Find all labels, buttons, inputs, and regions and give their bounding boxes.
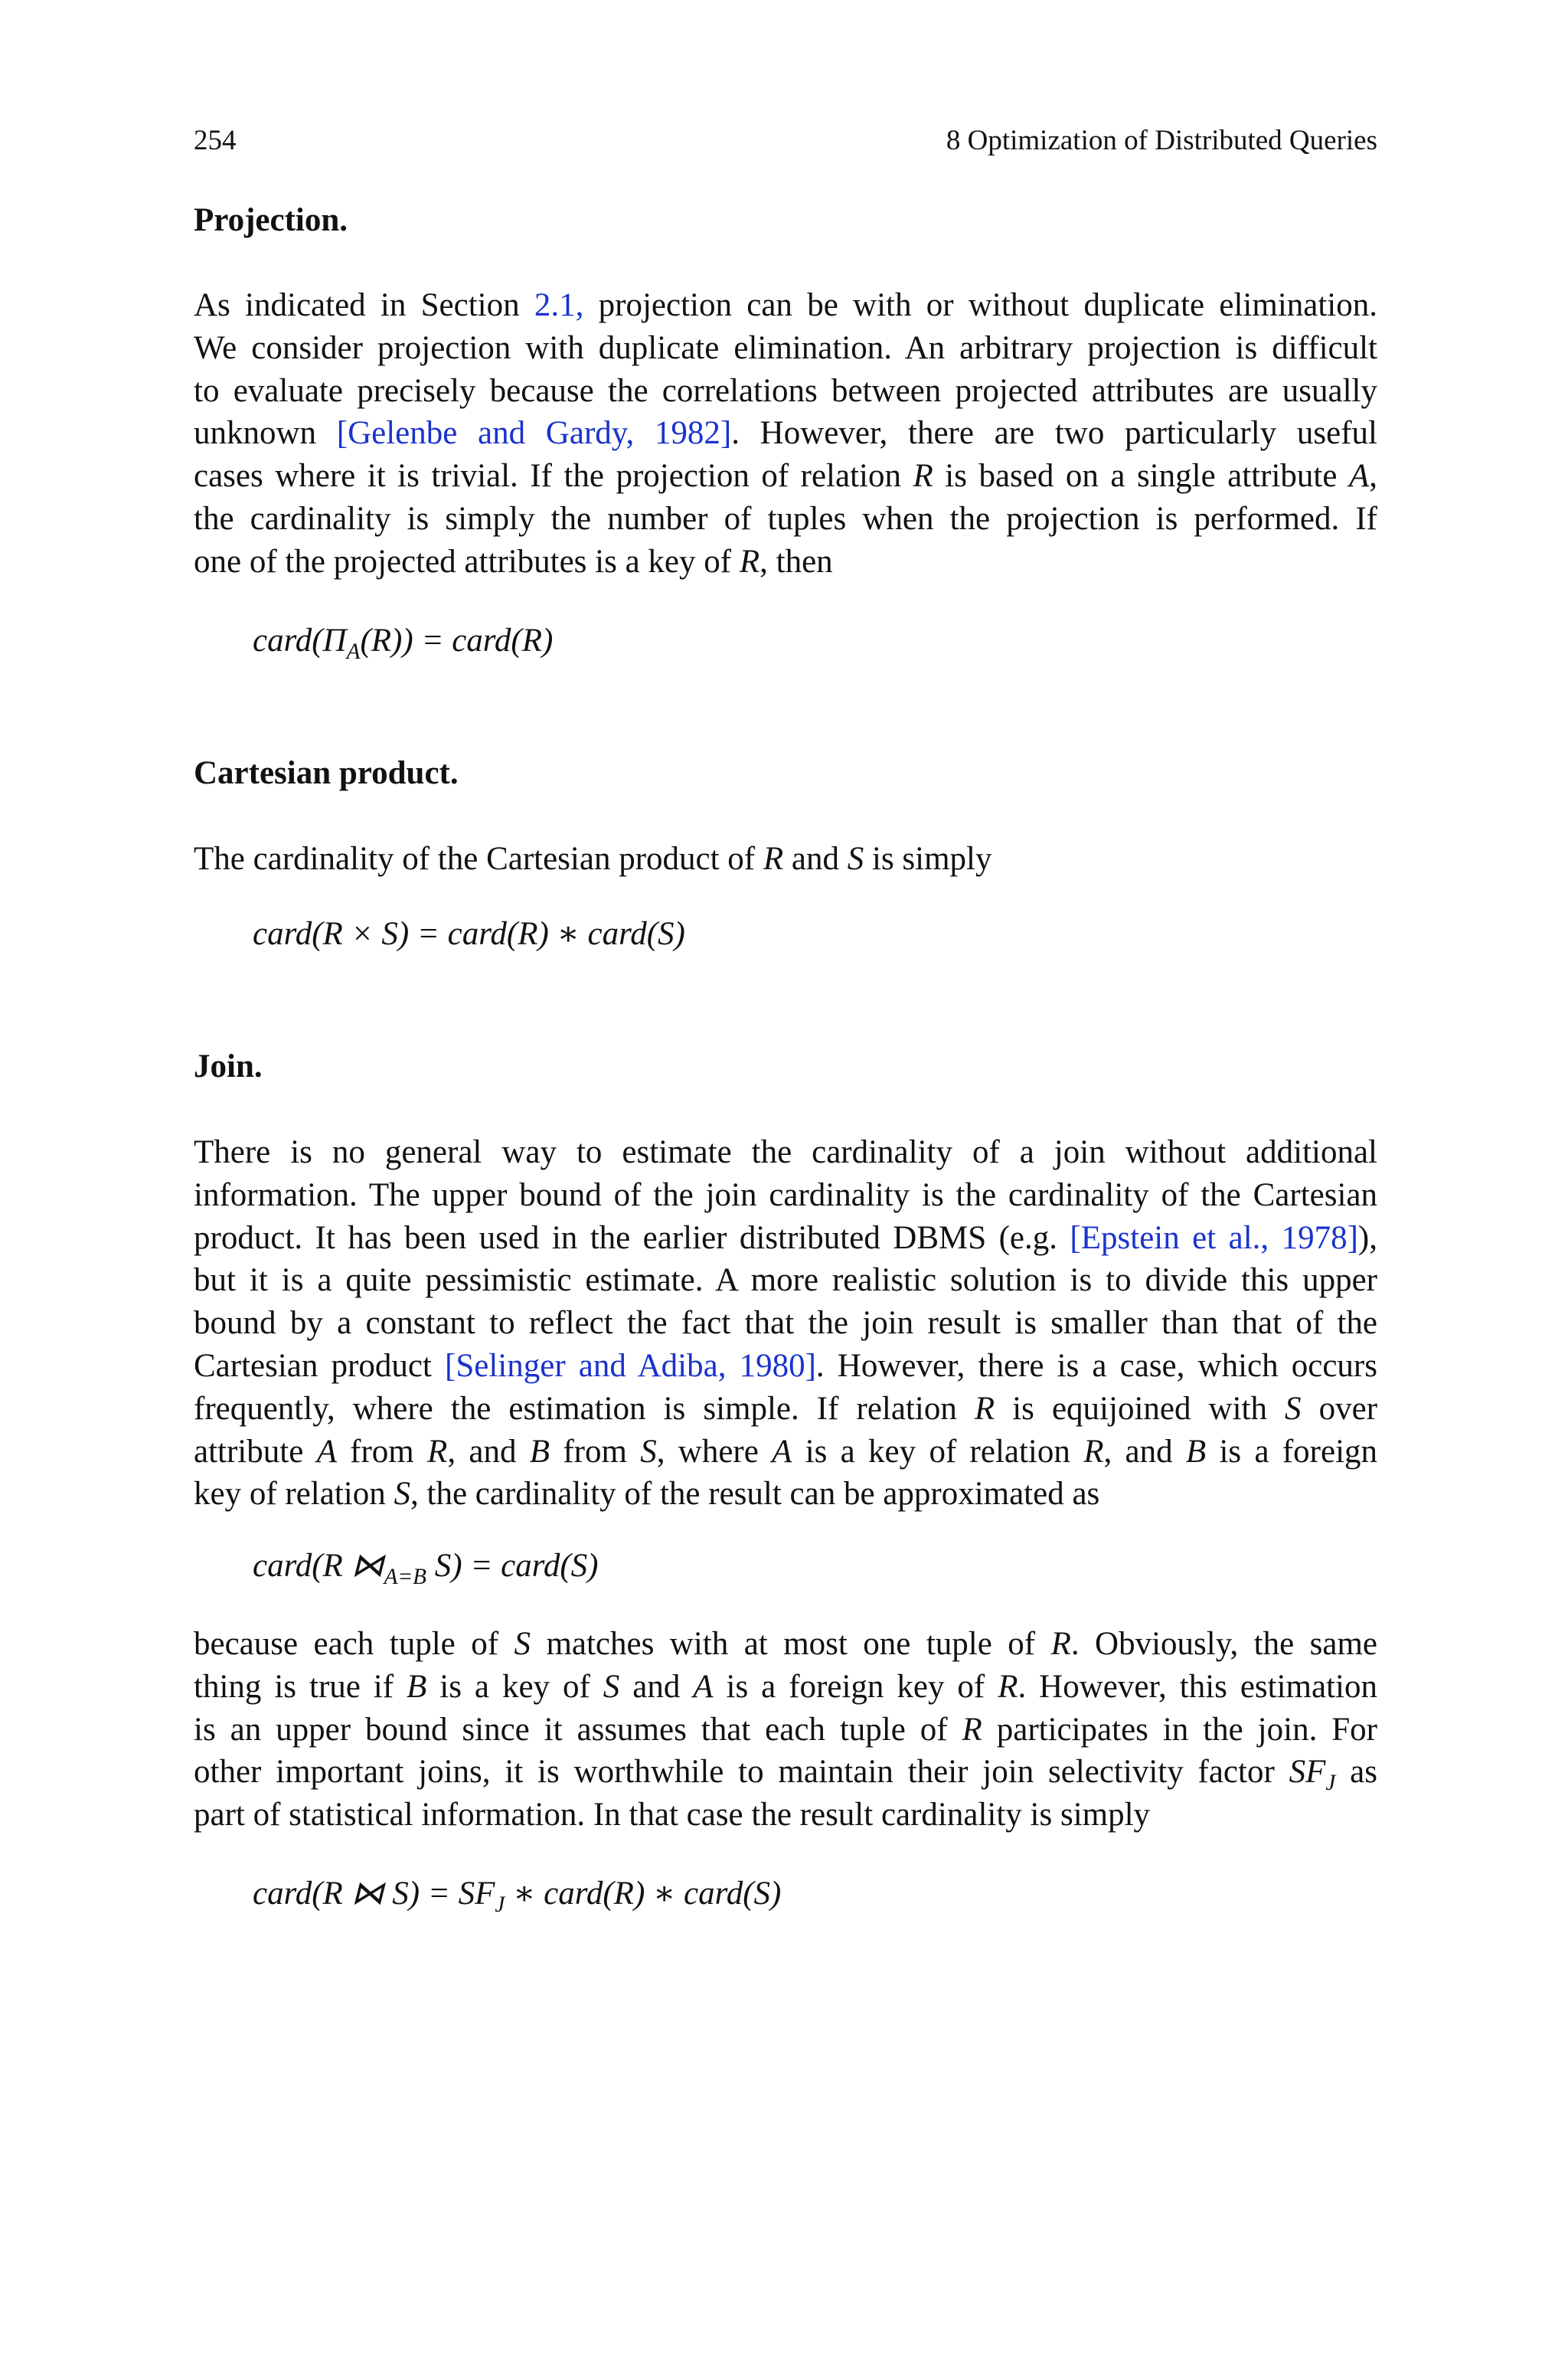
equation-projection: $card(\Pi_A(R))$ = card(R) bbox=[253, 623, 554, 665]
running-title: 8 Optimization of Distributed Queries bbox=[946, 125, 1377, 156]
citation-epstein[interactable]: [Epstein et al., 1978] bbox=[1070, 1219, 1358, 1256]
paragraph-cartesian: The cardinality of the Cartesian product of R and S is simply bbox=[194, 841, 992, 877]
paragraph-projection: As indicated in Section 2.1, projection can be with or without duplicate elimination. We consider projection with duplicate elimination. An arbitrary projection is difficult to evaluate precisely because the correlations between projected attributes are usually unknown [Gelenbe and Gardy, 1982]. However, there are two particularly useful cases where it is trivial. If the projection of relation R is based on a single attribute A, the cardinality is simply the number of tuples when the projection is performed. If one of the projected attributes is a key of R, then bbox=[194, 287, 1377, 580]
equation-join-selectivity: card(R ⋈ $S) = SF_J$ ∗ card(R) ∗ card(S) bbox=[253, 1876, 782, 1918]
paragraph-join: There is no general way to estimate the cardinality of a join without additional information. The upper bound of the join cardinality is the cardinality of the Cartesian product. It has been used in the earlier distributed DBMS (e.g. [Epstein et al., 1978]), but it is a quite pessimistic estimate. A more realistic solution is to divide this upper bound by a constant to reflect the fact that the join result is smaller than that of the Cartesian product [Selinger and Adiba, 1980]. However, there is a case, which occurs frequently, where the estimation is simple. If relation R is equijoined with S over attribute A from R, and B from S, where A is a key of relation R, and B is a foreign key of relation S, the cardinality of the result can be approximated as bbox=[194, 1134, 1378, 1513]
section-link[interactable]: 2.1, bbox=[534, 287, 584, 323]
heading-cartesian-product: Cartesian product. bbox=[194, 755, 459, 791]
heading-join: Join. bbox=[194, 1048, 263, 1084]
citation-gelenbe[interactable]: [Gelenbe and Gardy, 1982] bbox=[336, 415, 732, 452]
page-number: 254 bbox=[194, 125, 237, 156]
paragraph-join-continued: because each tuple of S matches with at most one tuple of R. Obviously, the same thing is true if B is a key of S and A is a foreign key of R. However, this estimation is an upper bound since it assumes that each tuple of R participates in the join. For other important joins, it is worthwhile to maintain their join selectivity factor $SF_J$ as part of statistical information. In that case the result cardinality is simply bbox=[194, 1626, 1378, 1833]
equation-join-key: card(R $⋈_{A=B}$ S) = card(S) bbox=[253, 1548, 599, 1590]
page-header bbox=[194, 123, 1377, 159]
heading-projection: Projection. bbox=[194, 202, 348, 238]
citation-selinger[interactable]: [Selinger and Adiba, 1980] bbox=[445, 1347, 816, 1384]
equation-cartesian: card(R × S) = card(R) ∗ card(S) bbox=[253, 916, 685, 952]
